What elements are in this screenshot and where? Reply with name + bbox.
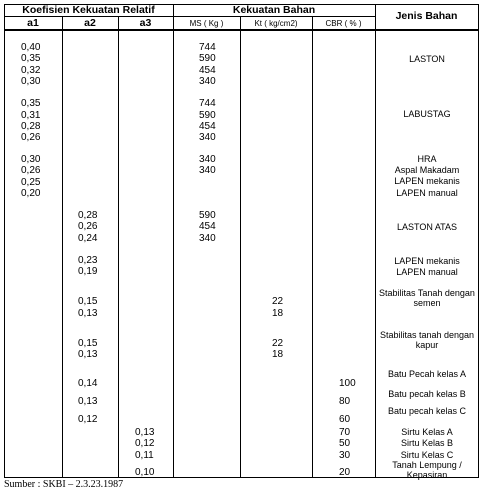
cell-a1: 0,26 [21,165,41,176]
cell-a2: 0,13 [78,349,98,360]
cell-ms: 454 [199,221,216,232]
cell-cbr: 60 [339,414,351,425]
cell-ms: 454 [199,121,216,132]
cell-a3: 0,12 [135,438,155,449]
cell-cbr: 70 [339,427,351,438]
header-cbr: CBR ( % ) [325,19,362,28]
header-a2: a2 [84,17,96,29]
jenis-bahan-label: Aspal Makadam [394,165,460,175]
cell-a1: 0,30 [21,76,41,87]
cell-kt: 22 [272,296,284,307]
cell-a1: 0,28 [21,121,41,132]
cell-a2: 0,14 [78,378,98,389]
cell-a3: 0,10 [135,467,155,478]
cell-kt: 18 [272,349,284,360]
cell-ms: 744 [199,98,216,109]
cell-a2: 0,13 [78,308,98,319]
table-divider-a1-a2 [62,16,63,478]
header-kt: Kt ( kg/cm2) [254,19,298,28]
cell-ms: 340 [199,154,216,165]
cell-a2: 0,23 [78,255,98,266]
table-divider-ms-kt [240,16,241,478]
source-note: Sumber : SKBI – 2.3.23.1987 [4,479,124,490]
jenis-bahan-label: LAPEN mekanis [394,176,460,186]
jenis-bahan-label: Tanah Lempung / Kepasiran [392,460,462,480]
header-ms: MS ( Kg ) [189,19,224,28]
header-koefisien: Koefisien Kekuatan Relatif [22,4,155,16]
cell-a2: 0,12 [78,414,98,425]
jenis-bahan-label: LAPEN mekanis [394,256,460,266]
cell-a3: 0,13 [135,427,155,438]
cell-ms: 590 [199,110,216,121]
jenis-bahan-label: Batu Pecah kelas A [387,369,467,379]
cell-a1: 0,30 [21,154,41,165]
cell-a2: 0,24 [78,233,98,244]
cell-a1: 0,25 [21,177,41,188]
jenis-bahan-label: LABUSTAG [403,109,451,119]
cell-a1: 0,32 [21,65,41,76]
jenis-bahan-label: Sirtu Kelas C [400,450,454,460]
cell-a2: 0,15 [78,296,98,307]
cell-ms: 340 [199,76,216,87]
cell-a1: 0,20 [21,188,41,199]
cell-ms: 454 [199,65,216,76]
jenis-bahan-label: Batu pecah kelas B [388,389,466,399]
jenis-bahan-label: Sirtu Kelas B [400,438,454,448]
cell-cbr: 80 [339,396,351,407]
table-divider-a2-a3 [118,16,119,478]
cell-a1: 0,26 [21,132,41,143]
jenis-bahan-label: LASTON ATAS [396,222,458,232]
table-divider-a3-ms [173,4,174,478]
table-border-left [4,4,5,478]
cell-a2: 0,26 [78,221,98,232]
header-a1: a1 [27,17,39,29]
cell-a2: 0,13 [78,396,98,407]
header-kekuatan-bahan: Kekuatan Bahan [232,4,316,16]
jenis-bahan-label: Batu pecah kelas C [387,406,467,416]
cell-a2: 0,28 [78,210,98,221]
cell-a1: 0,35 [21,98,41,109]
cell-kt: 18 [272,308,284,319]
cell-cbr: 20 [339,467,351,478]
jenis-bahan-label: LASTON [409,54,445,64]
cell-ms: 590 [199,53,216,64]
cell-ms: 340 [199,132,216,143]
header-a3: a3 [139,17,152,29]
cell-a3: 0,11 [135,450,154,461]
cell-cbr: 50 [339,438,351,449]
cell-a2: 0,15 [78,338,98,349]
cell-cbr: 30 [339,450,351,461]
cell-cbr: 100 [339,378,356,389]
jenis-bahan-label: HRA [417,154,437,164]
cell-a1: 0,40 [21,42,41,53]
jenis-bahan-label: LAPEN manual [396,188,458,198]
jenis-bahan-label: Stabilitas tanah dengan kapur [379,330,475,350]
cell-kt: 22 [272,338,284,349]
table-divider-kt-cbr [312,16,313,478]
cell-a1: 0,31 [21,110,41,121]
cell-a1: 0,35 [21,53,41,64]
cell-ms: 590 [199,210,216,221]
table-header-divider [4,29,478,31]
jenis-bahan-label: Stabilitas Tanah dengan semen [379,288,475,308]
header-jenis-bahan: Jenis Bahan [395,10,458,22]
jenis-bahan-label: LAPEN manual [396,267,458,277]
jenis-bahan-label: Sirtu Kelas A [401,427,453,437]
cell-a2: 0,19 [78,266,98,277]
cell-ms: 744 [199,42,216,53]
cell-ms: 340 [199,233,216,244]
cell-ms: 340 [199,165,216,176]
